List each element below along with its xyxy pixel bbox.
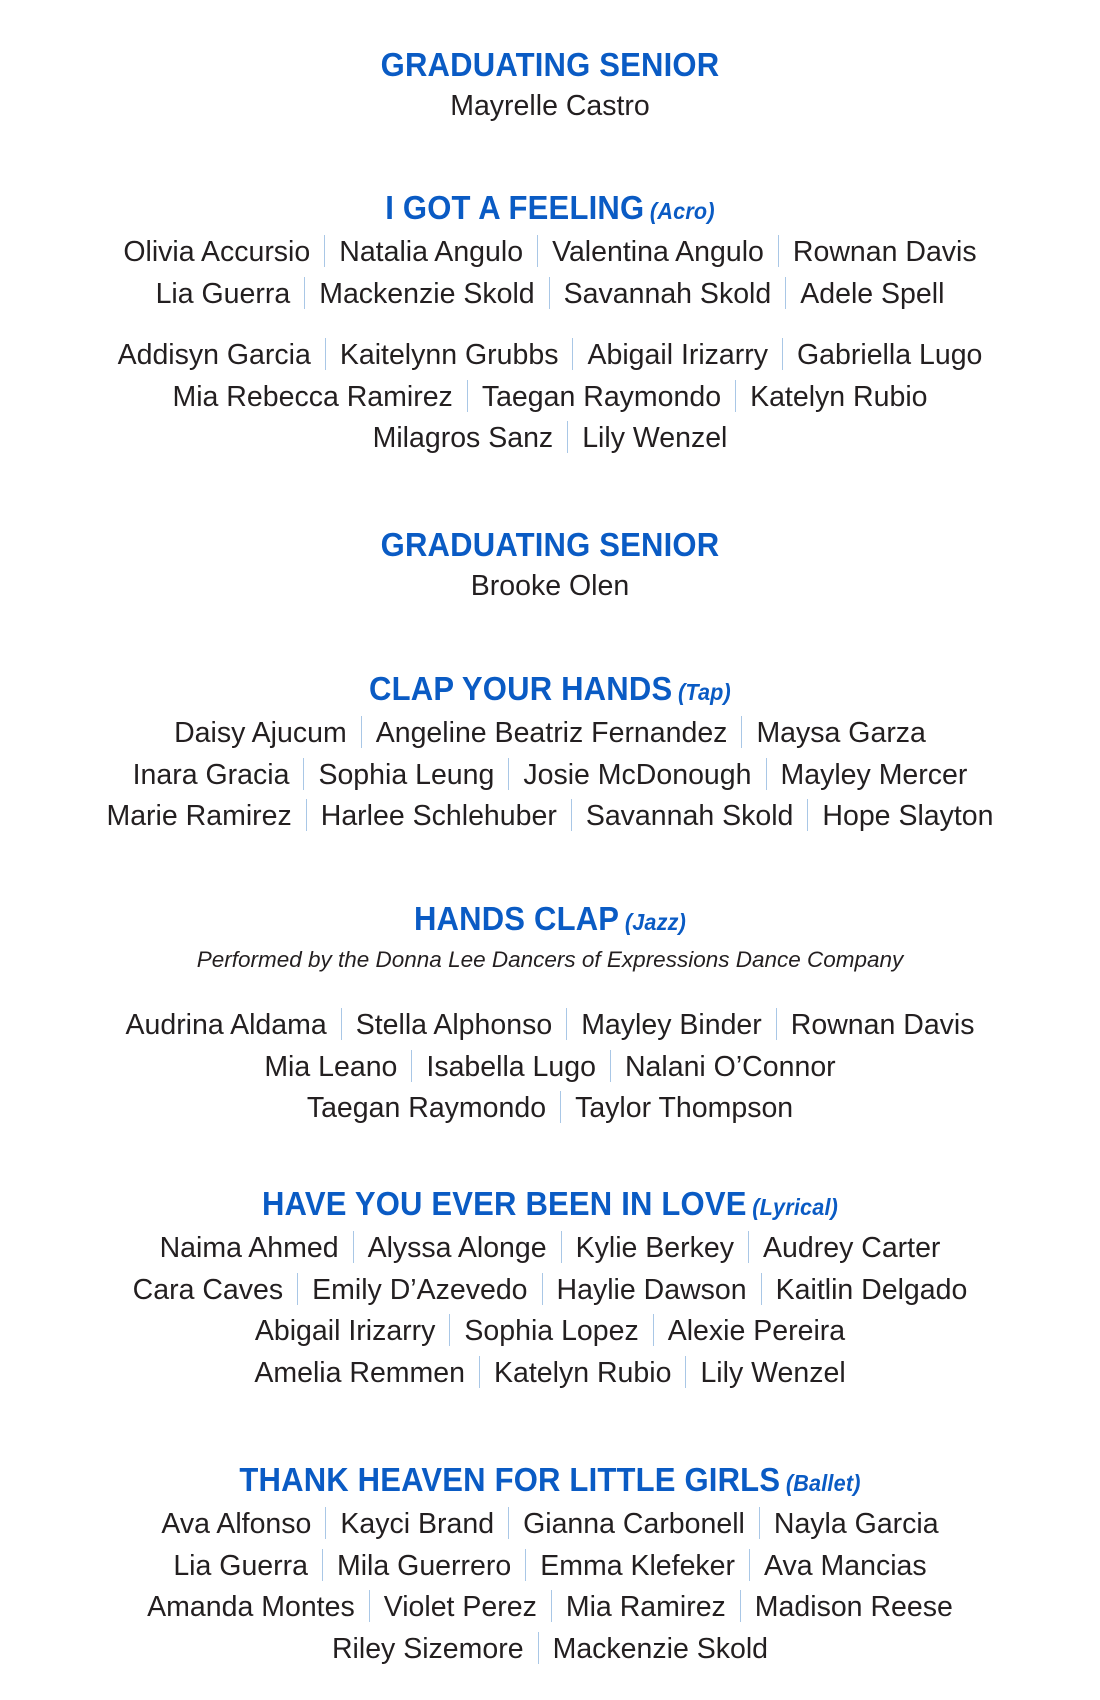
dancer-name: Lily Wenzel [582,422,728,454]
name-line [0,755,1100,797]
name-group [0,1504,1100,1670]
name-divider [685,1356,686,1388]
dancer-name: Abigail Irizarry [587,339,769,371]
dancer-name: Violet Perez [383,1591,537,1623]
dancer-name: Kayci Brand [340,1508,495,1540]
senior-name: Brooke Olen [470,570,630,602]
name-divider [341,1008,342,1040]
dancer-name: Ava Mancias [764,1549,927,1582]
dancer-name: Isabella Lugo [426,1050,596,1083]
section-clap-your-hands [0,668,1100,838]
name-line [0,418,1100,460]
dancer-name: Alexie Pereira [667,1315,846,1347]
name-divider [776,1008,777,1040]
name-divider [560,1091,561,1123]
name-divider [766,758,767,790]
dance-style: (Ballet) [785,1470,861,1496]
name-divider [411,1050,412,1082]
dancer-name: Kylie Berkey [575,1232,735,1264]
name-divider [610,1050,611,1082]
dancer-name: Marie Ramirez [106,800,292,832]
name-group [0,1005,1100,1130]
dancer-name: Addisyn Garcia [117,339,311,371]
dancer-name: Haylie Dawson [556,1273,747,1306]
section-i-got-a-feeling [0,187,1100,460]
name-divider [761,1273,762,1305]
dancer-name: Naima Ahmed [159,1232,339,1264]
dancer-name: Harlee Schlehuber [320,800,557,832]
section-title-text: I GOT A FEELING [385,189,645,226]
name-divider [542,1273,543,1305]
dancer-name: Angeline Beatriz Fernandez [375,717,728,749]
dancer-name: Audrina Aldama [125,1009,327,1041]
name-divider [361,716,362,748]
dancer-name: Madison Reese [754,1591,953,1623]
dancer-name: Mackenzie Skold [552,1632,769,1665]
dancer-name: Valentina Angulo [552,236,764,268]
name-group [0,232,1100,315]
name-divider [782,338,783,370]
section-thank-heaven-for-little-girls [0,1459,1100,1670]
dancer-name: Natalia Angulo [339,236,524,268]
name-line [0,335,1100,377]
name-divider [561,1231,562,1263]
dancer-name: Savannah Skold [585,800,794,832]
dancer-name: Maysa Garza [756,717,926,749]
dancer-name: Kaitlin Delgado [775,1273,968,1306]
name-line [0,1504,1100,1546]
dancer-name: Rownan Davis [790,1009,975,1041]
dancer-name: Cara Caves [132,1273,284,1306]
dancer-name: Milagros Sanz [372,422,554,454]
name-group [0,1228,1100,1394]
dancer-name: Josie McDonough [523,758,752,791]
name-group [0,713,1100,838]
name-divider [537,235,538,267]
section-title-text: HAVE YOU EVER BEEN IN LOVE [261,1185,747,1222]
name-divider [353,1231,354,1263]
section-have-you-ever-been-in-love [0,1183,1100,1394]
section-title-text: GRADUATING SENIOR [380,46,720,83]
dancer-name: Daisy Ajucum [174,717,347,749]
name-line [0,232,1100,274]
dancer-name: Mia Leano [264,1050,398,1083]
name-divider [508,1507,509,1539]
dance-style: (Acro) [649,198,715,224]
section-title [33,898,1067,943]
name-divider [306,799,307,831]
name-divider [325,338,326,370]
dancer-name: Stella Alphonso [355,1009,553,1041]
dancer-name: Olivia Accursio [123,236,311,268]
dancer-name: Ava Alfonso [161,1508,312,1540]
section-title-text: HANDS CLAP [413,900,620,937]
name-line [0,377,1100,419]
dancer-name: Lia Guerra [155,277,291,310]
name-divider [297,1273,298,1305]
name-line [0,1270,1100,1312]
name-line [0,1353,1100,1395]
name-line [0,1005,1100,1047]
name-divider [567,421,568,453]
name-divider [479,1356,480,1388]
name-line [0,713,1100,755]
dancer-name: Amelia Remmen [254,1356,465,1389]
dancer-name: Nalani O’Connor [624,1050,836,1083]
dancer-name: Katelyn Rubio [750,380,928,413]
name-divider [778,235,779,267]
dancer-name: Riley Sizemore [331,1632,524,1665]
name-divider [748,1231,749,1263]
name-divider [741,716,742,748]
name-divider [735,380,736,412]
name-line [0,1629,1100,1671]
dancer-name: Mia Rebecca Ramirez [172,380,453,413]
dancer-name: Taegan Raymondo [306,1092,547,1124]
dancer-name: Sophia Leung [318,758,495,791]
section-title [33,1459,1067,1504]
name-divider [322,1549,323,1581]
dancer-name: Gianna Carbonell [523,1508,745,1540]
performer-credit: Performed by the Donna Lee Dancers of Expressions Dance Company [196,947,904,972]
section-title [33,668,1067,713]
dancer-name: Lily Wenzel [700,1356,846,1389]
name-line [0,1587,1100,1629]
name-divider [538,1632,539,1664]
name-group [0,335,1100,460]
dancer-name: Katelyn Rubio [494,1356,672,1389]
dancer-name: Amanda Montes [147,1591,355,1623]
dancer-name: Kaitelynn Grubbs [339,339,559,371]
name-divider [571,799,572,831]
dancer-name: Mayley Mercer [780,758,968,791]
name-divider [303,758,304,790]
section-title-text: CLAP YOUR HANDS [369,670,673,707]
dancer-name: Emily D’Azevedo [312,1273,528,1306]
name-line [0,1088,1100,1130]
dancer-name: Nayla Garcia [773,1508,939,1540]
name-divider [467,380,468,412]
name-line [0,274,1100,316]
dancer-name: Taylor Thompson [575,1092,794,1124]
dancer-name: Rownan Davis [792,236,977,268]
name-line [0,796,1100,838]
name-divider [785,277,786,309]
name-divider [551,1590,552,1622]
name-divider [325,1507,326,1539]
dancer-name: Mila Guerrero [336,1549,512,1582]
dancer-name: Mayley Binder [581,1009,762,1041]
dancer-name: Abigail Irizarry [254,1315,436,1347]
dancer-name: Lia Guerra [173,1549,308,1582]
section-title [33,187,1067,232]
dance-style: (Lyrical) [752,1194,839,1220]
section-hands-clap [0,898,1100,1130]
dancer-name: Audrey Carter [763,1232,941,1264]
name-divider [740,1590,741,1622]
dancer-name: Adele Spell [800,277,945,310]
name-line [0,1047,1100,1089]
name-divider [807,799,808,831]
dancer-name: Alyssa Alonge [367,1232,547,1264]
name-divider [566,1008,567,1040]
name-divider [759,1507,760,1539]
dancer-name: Taegan Raymondo [481,380,722,413]
dance-style: (Tap) [677,679,731,705]
section-title-text: THANK HEAVEN FOR LITTLE GIRLS [239,1461,781,1498]
name-line [0,1311,1100,1353]
dance-style: (Jazz) [624,909,687,935]
name-divider [449,1314,450,1346]
section-graduating-senior-1 [0,44,1100,126]
name-divider [324,235,325,267]
name-divider [508,758,509,790]
section-title [33,524,1067,566]
dancer-name: Hope Slayton [822,800,994,832]
name-divider [653,1314,654,1346]
section-title [33,1183,1067,1228]
dancer-name: Sophia Lopez [464,1315,639,1347]
name-divider [549,277,550,309]
name-divider [304,277,305,309]
dancer-name: Savannah Skold [563,277,772,310]
senior-name: Mayrelle Castro [450,90,650,122]
dancer-name: Mia Ramirez [565,1591,726,1623]
name-divider [749,1549,750,1581]
dancer-name: Mackenzie Skold [319,277,535,310]
dancer-name: Emma Klefeker [540,1549,736,1582]
section-title [33,44,1067,86]
name-line [0,1546,1100,1588]
dancer-name: Gabriella Lugo [797,339,983,371]
section-title-text: GRADUATING SENIOR [380,526,720,563]
name-line [0,1228,1100,1270]
name-divider [572,338,573,370]
name-divider [525,1549,526,1581]
dancer-name: Inara Gracia [132,758,290,791]
section-graduating-senior-2 [0,524,1100,606]
name-divider [369,1590,370,1622]
